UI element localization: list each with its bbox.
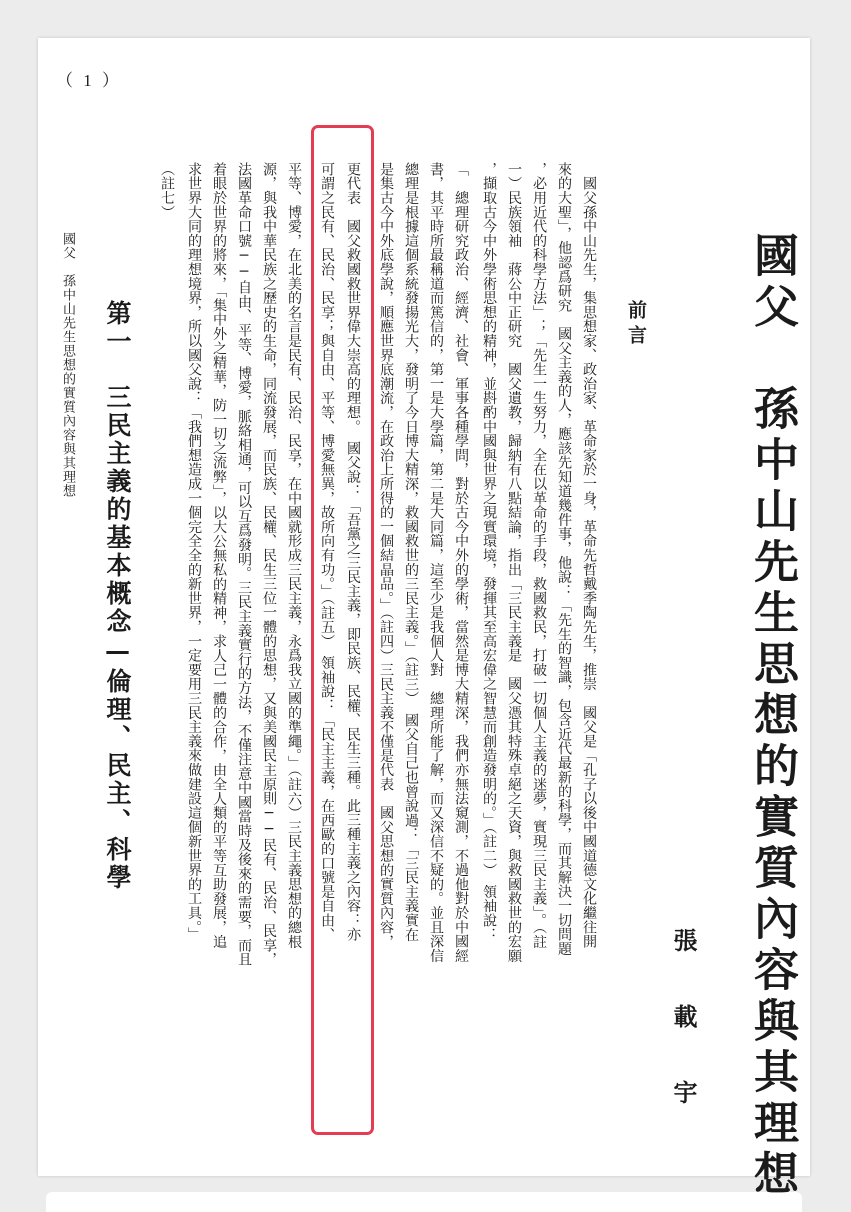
body-column-5: ，擷取古今中外學術思想的精神，並斟酌中國與世界之現實環境，發揮其至高宏偉之智慧而創造發明的。」（註二） 領袖說：: [481, 162, 498, 942]
author-name: 張 載 宇: [669, 928, 698, 1118]
body-column-14: 法國革命口號──自由、平等、博愛，脈絡相通，可以互爲發明。三民主義實行的方法，不僅注意中國當時及後來的需要，而且: [236, 162, 253, 967]
body-column-2: 來的大聖」，他認爲研究 國父主義的人，應該先知道幾件事，他說：「先生的智識，包含近代最新的科學，而其解決一切問題: [556, 162, 573, 956]
running-header: 國父 孫中山先生思想的實質內容與其理想: [60, 232, 75, 498]
body-column-3: ，必用近代的科學方法」；「先生一生努力，全在以革命的手段，救國救民，打破一切個人主義的迷夢，實現三民主義」。（註: [531, 162, 548, 949]
article-title: 國父 孫中山先生思想的實質內容與其理想: [746, 232, 799, 1201]
chapter-heading: 第一 三民主義的基本概念—倫理、民主、科學: [103, 300, 132, 892]
body-column-10: 更代表 國父救國救世界偉大崇高的理想。 國父說：「吾黨之三民主義，即民族、民權、民生三種。此三種主義之內容：亦: [345, 162, 362, 942]
body-column-9: 是集古今中外底學說，順應世界底潮流，在政治上所得的一個結晶品。」（註四）三民主義不僅是代表 國父思想的實質內容，: [378, 162, 395, 949]
body-column-8: 總理是根據這個系統發揚光大，發明了今日博大精深，救國救世的三民主義。」（註三） 國父自己也曾說過：「三民主義實在: [403, 162, 420, 942]
body-column-12: 平等、博愛，在北美的名言是民有、民治、民享，在中國就形成三民主義，永爲我立國的準繩。」（註六）三民主義思想的總根: [286, 162, 303, 949]
page-number: （ 1 ）: [56, 71, 122, 90]
body-column-6: 「 總理研究政治、經濟、社會、軍事各種學問，對於古今中外的學術，當然是博大精深，我們亦無法窺測，不過他對於中國經: [453, 162, 470, 963]
preface-heading: 前言: [625, 300, 647, 350]
body-column-7: 書，其平時所最稱道而篤信的，第一是大學篇，第二是大同篇，這至少是我個人對 總理所能了解，而又深信不疑的。並且深信: [428, 162, 445, 963]
body-column-16: 求世界大同的理想境界，所以國父說：「我們想造成一個完全全的新世界，一定要用三民主義來做建設這個新世界的工具。」: [186, 162, 203, 942]
highlight-annotation-box: [311, 125, 374, 1135]
body-column-11: 可謂之民有、民治、民享；與自由、平等、博愛無異，故所向有功。」（註五） 領袖說：「民主主義，在西歐的口號是自由、: [319, 162, 336, 942]
body-column-17: （註七）: [159, 162, 176, 220]
body-column-1: 國父孫中山先生，集思想家、政治家、革命家於一身，革命先哲戴季陶先生，推崇 國父是「孔子以後中國道德文化繼往開: [581, 162, 598, 949]
body-column-13: 源，與我中華民族之歷史的生命，同流發展，而民族、民權、民生三位一體的思想，又與美國民主原則──民有、民治、民享，: [261, 162, 278, 967]
body-column-15: 着眼於世界的將來，「集中外之精華，防一切之流弊」，以大公無私的精神，求人己一體的合作，由全人類的平等互助發展，追: [211, 162, 228, 949]
next-page-edge: [46, 1192, 802, 1212]
body-column-4: 一）民族領袖 蔣公中正研究 國父遺教，歸納有八點結論，指出「三民主義是 國父憑其特殊卓絕之天資，與救國救世的宏願: [506, 162, 523, 963]
